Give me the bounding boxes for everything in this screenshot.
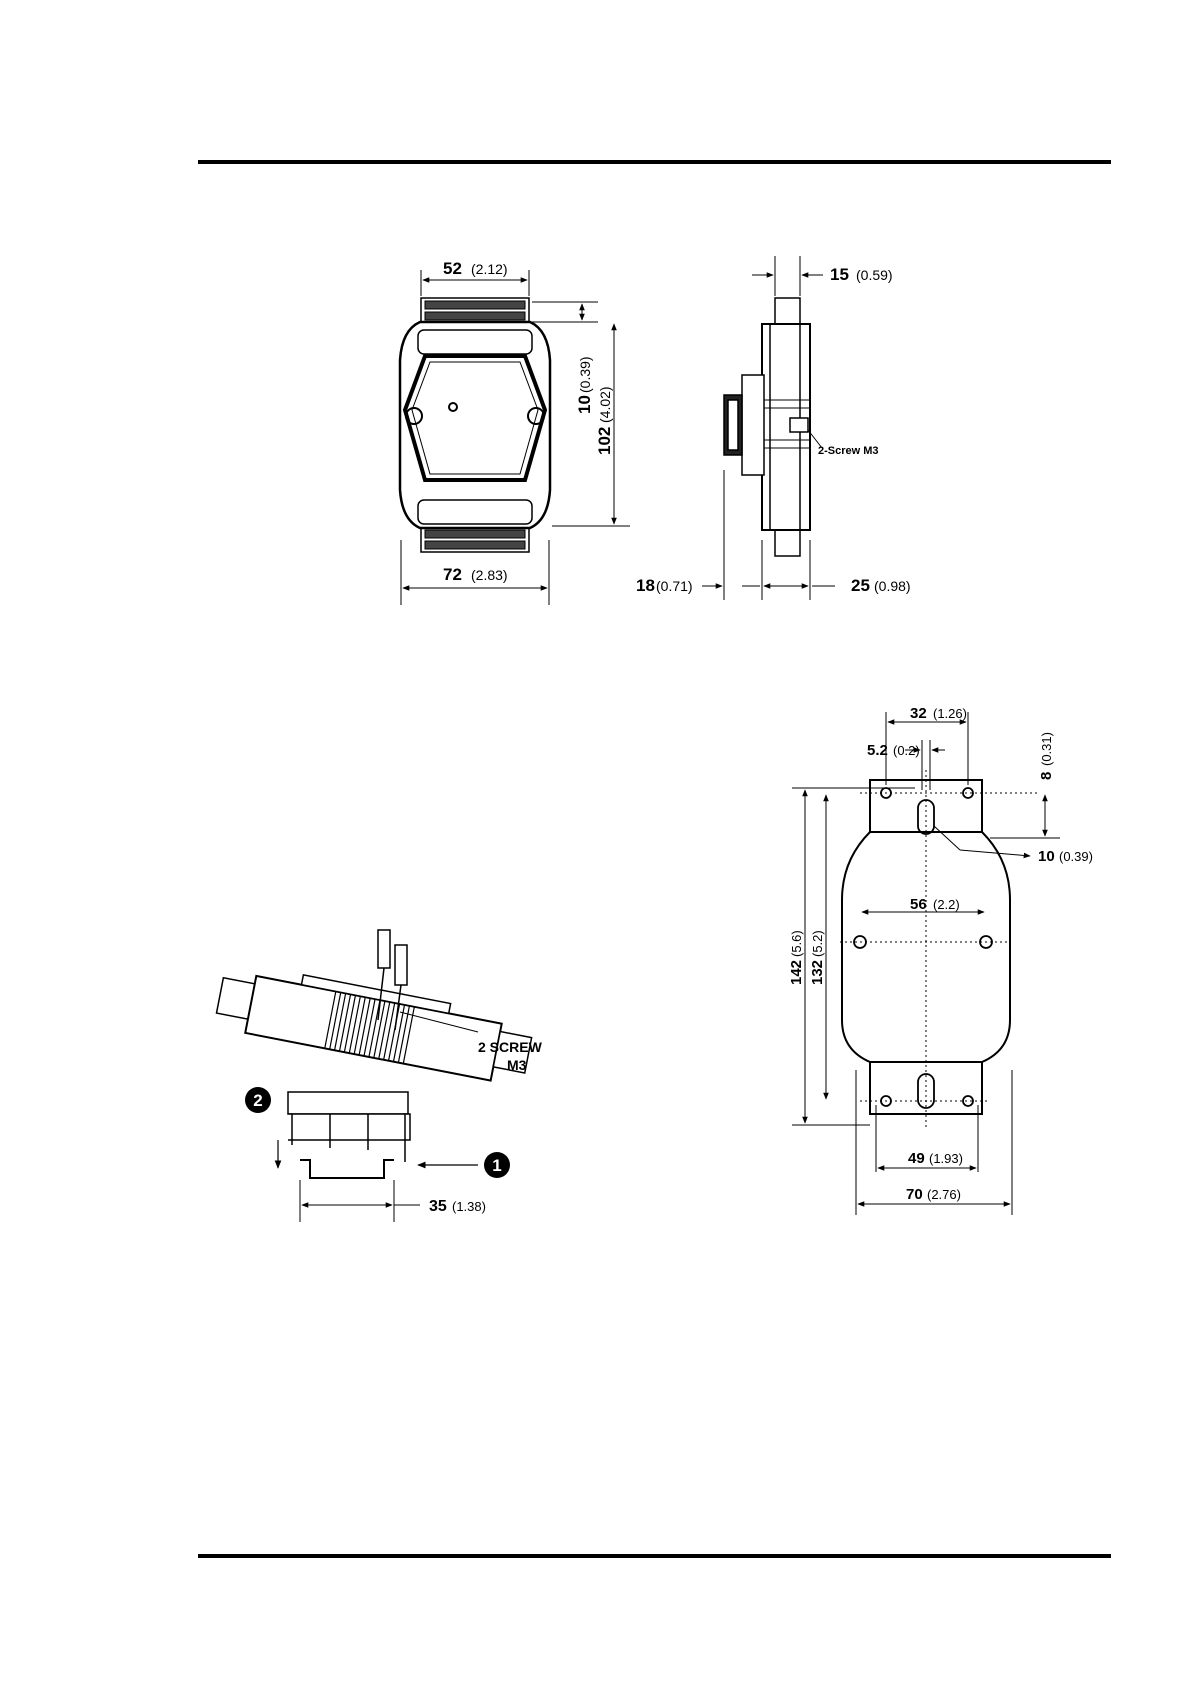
side-screw-label: 2-Screw M3	[818, 445, 879, 457]
front-top-width-value: 52	[443, 259, 462, 278]
plate-slot-width-value: 5.2	[867, 742, 888, 759]
din-screw-label-2: M3	[507, 1057, 527, 1073]
din-rail-width-value: 35	[429, 1198, 447, 1215]
plate-top-spacing-value: 32	[910, 705, 927, 722]
plate-top-offset-value: 8	[1038, 771, 1055, 780]
front-body-height-inch: (4.02)	[597, 386, 613, 423]
plate-top-offset-inch: (0.31)	[1039, 732, 1054, 766]
front-bottom-width-inch: (2.83)	[471, 567, 508, 583]
front-top-width-inch: (2.12)	[471, 261, 508, 277]
plate-width-value: 70	[906, 1186, 923, 1203]
plate-total-height-value: 142	[788, 959, 805, 985]
front-body-height-value: 102	[595, 426, 614, 455]
plate-slot-width-inch: (0.2)	[893, 743, 920, 758]
plate-total-height-inch: (5.6)	[789, 930, 804, 957]
side-top-depth-inch: (0.59)	[856, 267, 893, 283]
side-view	[702, 256, 835, 600]
plate-bottom-spacing-inch: (1.93)	[929, 1151, 963, 1166]
mounting-plate-view	[792, 712, 1060, 1215]
side-top-depth-value: 15	[830, 265, 849, 284]
side-left-depth-value: 18	[636, 576, 655, 595]
side-right-depth-inch: (0.98)	[874, 578, 911, 594]
din-rail-view	[214, 930, 535, 1222]
front-bottom-width-value: 72	[443, 565, 462, 584]
step-two-number: 2	[253, 1091, 263, 1110]
side-right-depth-value: 25	[851, 576, 870, 595]
step-one-number: 1	[492, 1156, 502, 1175]
plate-keyhole-value: 10	[1038, 848, 1055, 865]
front-terminal-height-value: 10	[575, 395, 594, 414]
plate-width-inch: (2.76)	[927, 1187, 961, 1202]
plate-mid-spacing-value: 56	[910, 896, 927, 913]
plate-mid-spacing-inch: (2.2)	[933, 897, 960, 912]
din-rail-width-inch: (1.38)	[452, 1199, 486, 1214]
plate-hole-height-inch: (5.2)	[810, 930, 825, 957]
front-terminal-height-inch: (0.39)	[577, 356, 593, 393]
plate-hole-height-value: 132	[809, 959, 826, 985]
din-screw-label-1: 2 SCREW	[478, 1039, 542, 1055]
plate-top-spacing-inch: (1.26)	[933, 706, 967, 721]
plate-keyhole-inch: (0.39)	[1059, 849, 1093, 864]
plate-bottom-spacing-value: 49	[908, 1150, 925, 1167]
side-left-depth-inch: (0.71)	[656, 578, 693, 594]
